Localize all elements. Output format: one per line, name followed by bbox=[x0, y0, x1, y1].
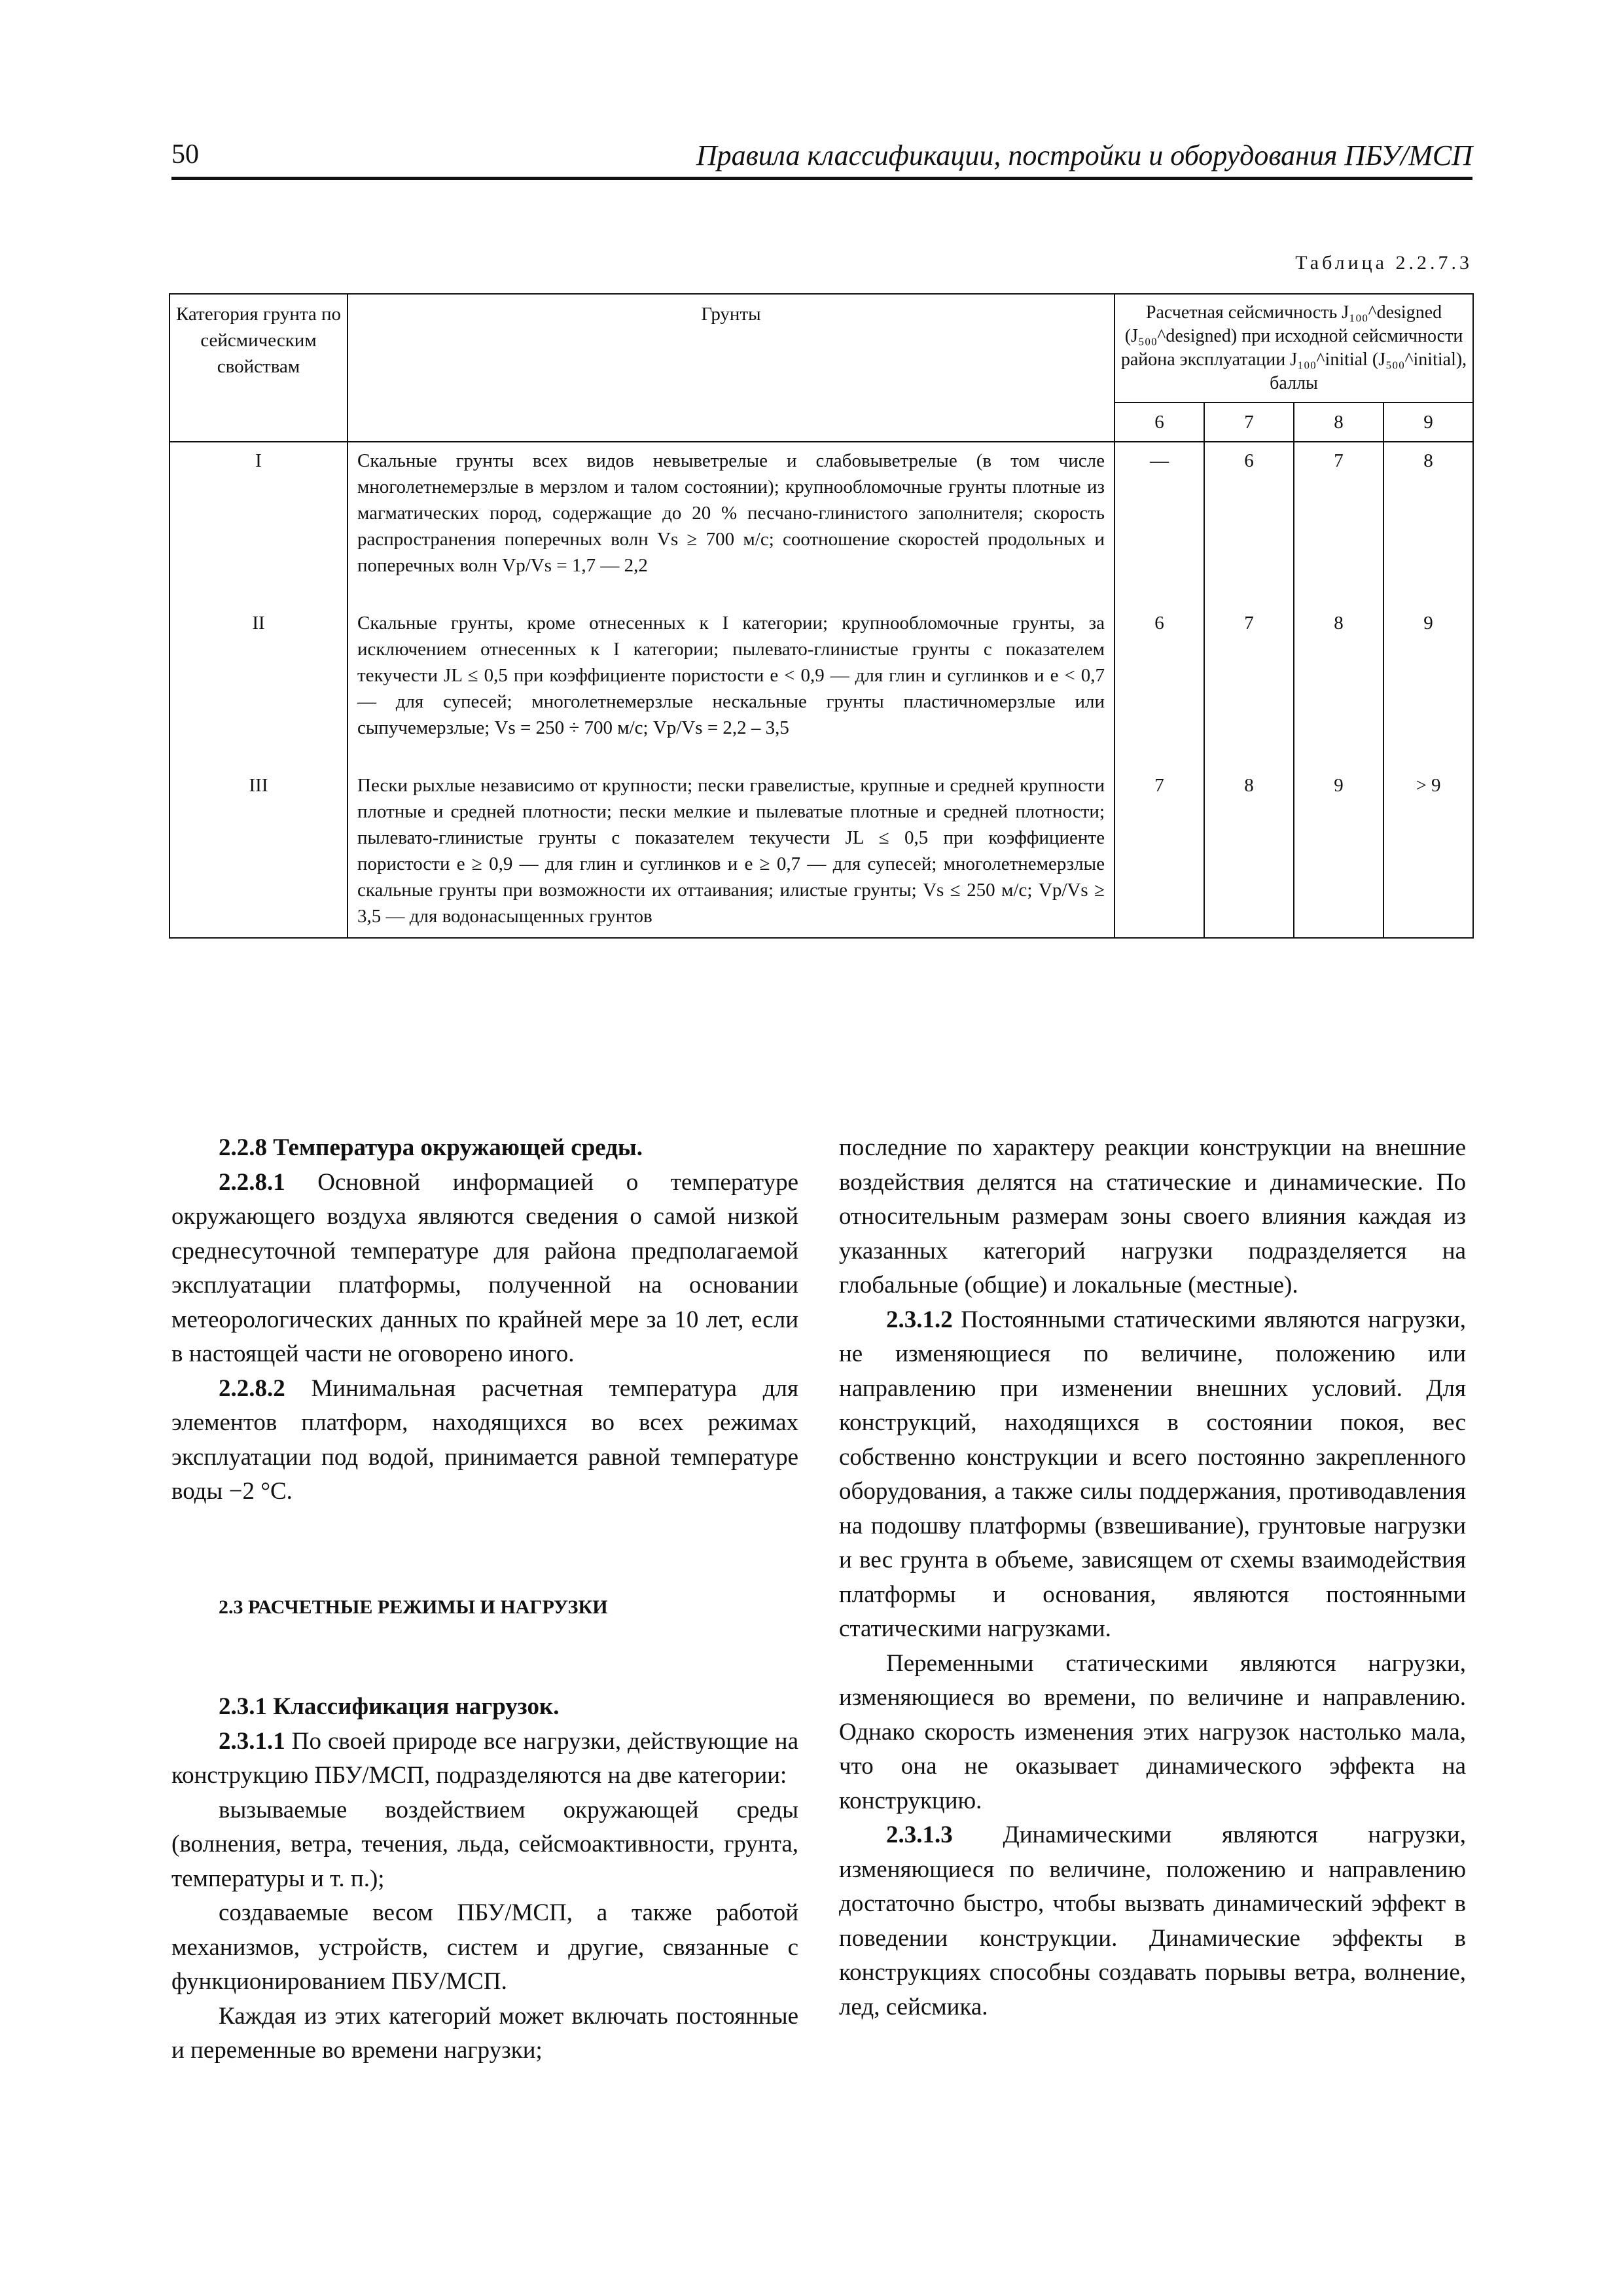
row-value: 8 bbox=[1204, 767, 1294, 938]
paragraph-continued: последние по характеру реакции конструкции на внешние воздействия делятся на статические и динамические. По относительным размерам зоны своего влияния каждая из указанных категорий нагрузки подразделяется на глобальные (общие) и локальные (местные). bbox=[839, 1134, 1466, 1299]
paragraph-2282: 2.2.8.2 Минимальная расчетная температура для элементов платформ, находящихся во всех режимах эксплуатации под водой, принимается равной температуре воды −2 °С. bbox=[171, 1374, 798, 1505]
row-description: Скальные грунты, кроме отнесенных к I категории; крупнообломочные грунты, за исключением отнесенных к I категории; пылевато-глинистые грунты с показателем текучести JL ≤ 0,5 при коэффициенте пористости e < 0,9 — для глин и суглинков и e < 0,7 — для супесей; многолетнемерзлые нескальные грунты пластичномерзлые или сыпучемерзлые; Vs = 250 ÷ 700 м/с; Vp/Vs = 2,2 – 3,5 bbox=[348, 605, 1115, 767]
paragraph-category-b: создаваемые весом ПБУ/МСП, а также работой механизмов, устройств, систем и другие, связанные с функционированием ПБУ/МСП. bbox=[171, 1899, 798, 1995]
row-category: II bbox=[169, 605, 348, 767]
row-value: — bbox=[1115, 442, 1204, 605]
level-6: 6 bbox=[1115, 403, 1204, 442]
header-rule bbox=[171, 177, 1472, 180]
row-value: 8 bbox=[1383, 442, 1473, 605]
row-description: Скальные грунты всех видов невыветрелые и слабовыветрелые (в том числе многолетнемерзлые в мерзлом и талом состоянии); крупнообломочные грунты плотные из магматических пород, содержащие до 20 % песчано-глинистого заполнителя; скорость распространения поперечных волн Vs ≥ 700 м/с; соотношение скоростей продольных и поперечных волн Vp/Vs = 1,7 — 2,2 bbox=[348, 442, 1115, 605]
soil-seismic-table bbox=[169, 293, 1474, 939]
section-heading-23: 2.3 РАСЧЕТНЫЕ РЕЖИМЫ И НАГРУЗКИ bbox=[219, 1596, 608, 1618]
header-category: Категория грунта по сейсмическим свойствам bbox=[169, 294, 348, 442]
level-9: 9 bbox=[1383, 403, 1473, 442]
paragraph-2313: 2.3.1.3 Динамическими являются нагрузки, изменяющиеся по величине, положению и направлению достаточно быстро, чтобы вызвать динамический эффект в поведении конструкции. Динамические эффекты в конструкциях способны создавать порывы ветра, волнение, лед, сейсмика. bbox=[839, 1821, 1466, 2020]
right-column bbox=[839, 1131, 1466, 2024]
row-value: 7 bbox=[1204, 605, 1294, 767]
running-title: Правила классификации, постройки и оборудования ПБУ/МСП bbox=[696, 139, 1472, 171]
row-value: 8 bbox=[1294, 605, 1383, 767]
table-row bbox=[169, 442, 1473, 605]
paragraph-category-a: вызываемые воздействием окружающей среды (волнения, ветра, течения, льда, сейсмоактивности, грунта, температуры и т. п.); bbox=[171, 1796, 798, 1892]
left-column bbox=[171, 1131, 798, 2068]
row-description: Пески рыхлые независимо от крупности; пески гравелистые, крупные и средней крупности плотные и средней плотности; пески мелкие и пылеватые плотные и средней плотности; пылевато-глинистые грунты с показателем текучести JL ≤ 0,5 при коэффициенте пористости e ≥ 0,9 — для глин и суглинков и e ≥ 0,7 — для супесей; многолетнемерзлые скальные грунты при возможности их оттаивания; илистые грунты; Vs ≤ 250 м/с; Vp/Vs ≥ 3,5 — для водонасыщенных грунтов bbox=[348, 767, 1115, 938]
row-value: 7 bbox=[1294, 442, 1383, 605]
paragraph-2312: 2.3.1.2 Постоянными статическими являются нагрузки, не изменяющиеся по величине, положению или направлению при изменении внешних условий. Для конструкций, находящихся в состоянии покоя, вес собственно конструкции и всего постоянно закрепленного оборудования, а также силы поддержания, противодавления на подошву платформы (взвешивание), грунтовые нагрузки и вес грунта в объеме, зависящем от схемы взаимодействия платформы и основания, являются постоянными статическими нагрузками. bbox=[839, 1306, 1466, 1642]
header-soils: Грунты bbox=[348, 294, 1115, 442]
table-row bbox=[169, 605, 1473, 767]
paragraph-2281: 2.2.8.1 Основной информацией о температуре окружающего воздуха являются сведения о самой низкой среднесуточной температуре для района предполагаемой эксплуатации платформы, полученной на основании метеорологических данных по крайней мере за 10 лет, если в настоящей части не оговорено иного. bbox=[171, 1168, 798, 1367]
paragraph-2311: 2.3.1.1 По своей природе все нагрузки, действующие на конструкцию ПБУ/МСП, подразделяются на две категории: bbox=[171, 1727, 798, 1789]
row-value: 9 bbox=[1383, 605, 1473, 767]
row-category: I bbox=[169, 442, 348, 605]
level-7: 7 bbox=[1204, 403, 1294, 442]
row-value: 6 bbox=[1115, 605, 1204, 767]
row-value: > 9 bbox=[1383, 767, 1473, 938]
row-value: 6 bbox=[1204, 442, 1294, 605]
header-seismic: Расчетная сейсмичность J₁₀₀^designed (J₅₀₀^designed) при исходной сейсмичности района эксплуатации J₁₀₀^initial (J₅₀₀^initial), баллы bbox=[1115, 294, 1473, 403]
paragraph-categories: Каждая из этих категорий может включать постоянные и переменные во времени нагрузки; bbox=[171, 2002, 798, 2064]
level-8: 8 bbox=[1294, 403, 1383, 442]
heading-231: 2.3.1 Классификация нагрузок. bbox=[219, 1693, 560, 1720]
row-value: 7 bbox=[1115, 767, 1204, 938]
page-number: 50 bbox=[171, 139, 199, 170]
row-category: III bbox=[169, 767, 348, 938]
table-caption: Таблица 2.2.7.3 bbox=[1295, 252, 1472, 274]
paragraph-variable-static: Переменными статическими являются нагрузки, изменяющиеся во времени, по величине и направлению. Однако скорость изменения этих нагрузок настолько мала, что она не оказывает динамического эффекта на конструкцию. bbox=[839, 1649, 1466, 1814]
table-row bbox=[169, 767, 1473, 938]
heading-228: 2.2.8 Температура окружающей среды. bbox=[219, 1134, 643, 1161]
page-header bbox=[171, 139, 1472, 178]
row-value: 9 bbox=[1294, 767, 1383, 938]
